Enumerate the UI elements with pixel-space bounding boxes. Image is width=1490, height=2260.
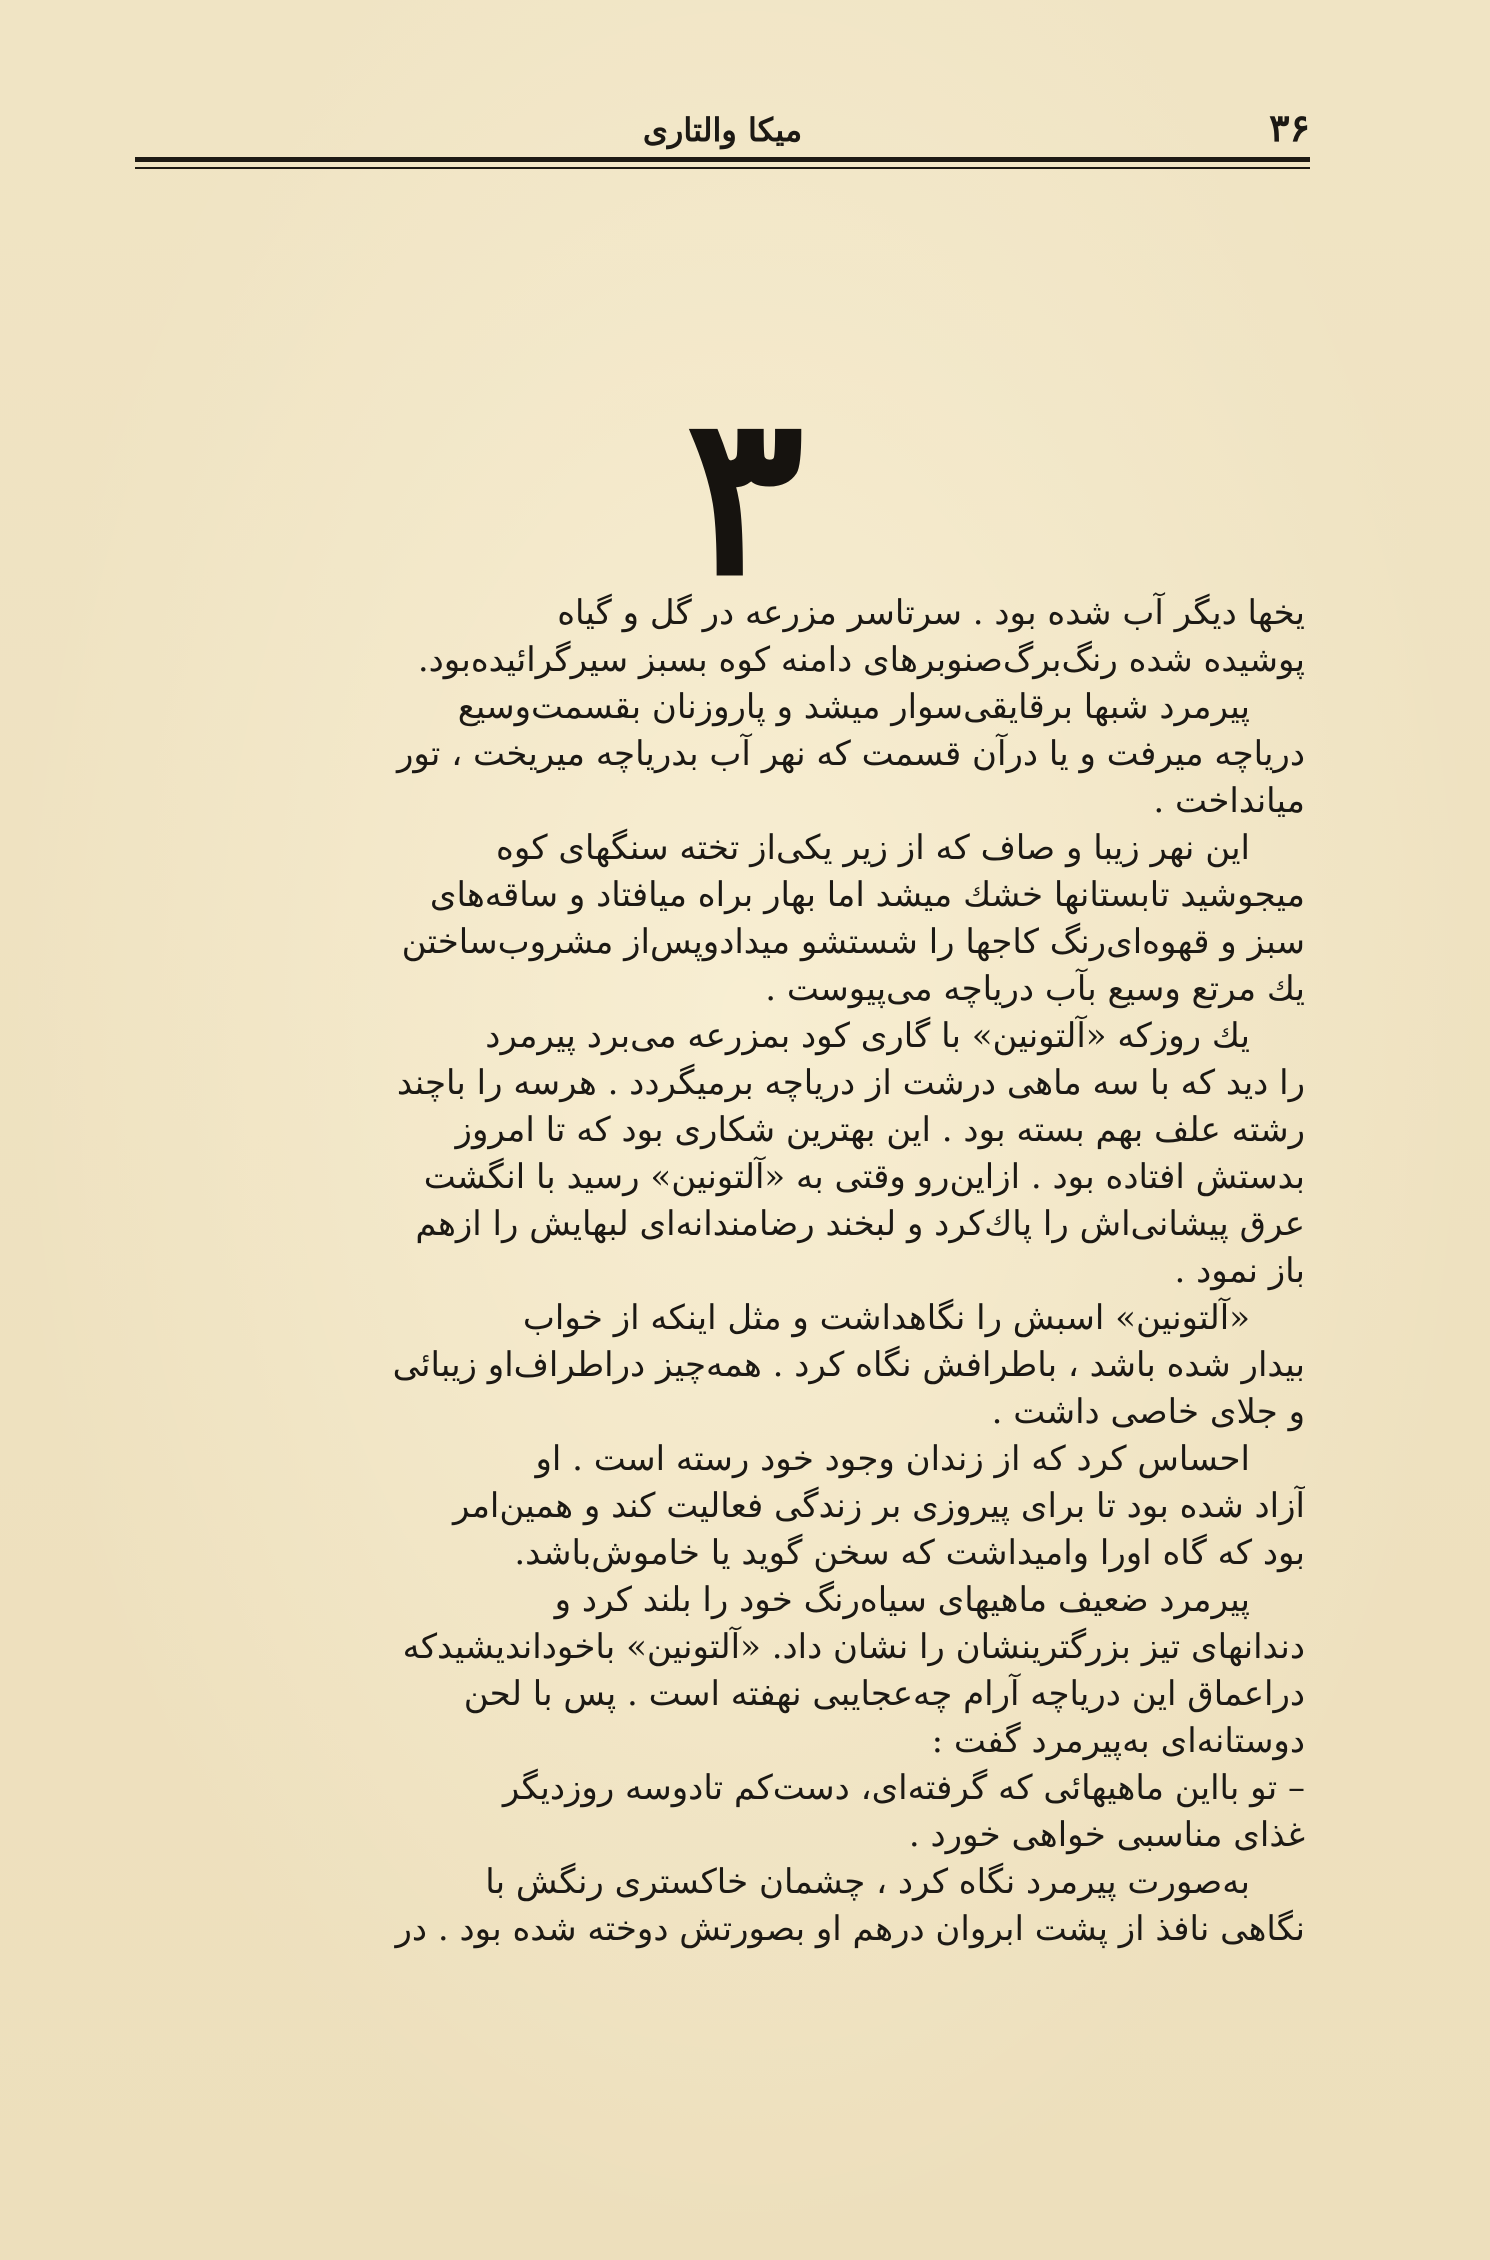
text-line: دندانهای تیز بزرگترینشان را نشان داد. «آلتونین» باخوداندیشیدکه bbox=[402, 1627, 1305, 1667]
text-line: بیدار شده باشد ، باطرافش نگاه کرد . همه‌چیز دراطراف‌او زیبائی bbox=[392, 1345, 1305, 1385]
text-line: پیرمرد شبها برقایقی‌سوار میشد و پاروزنان بقسمت‌وسیع bbox=[457, 687, 1250, 727]
text-line: یك مرتع وسیع بآب دریاچه می‌پیوست . bbox=[765, 969, 1305, 1009]
text-line: میانداخت . bbox=[1153, 781, 1305, 821]
text-line: نگاهی نافذ از پشت ابروان درهم او بصورتش دوخته شده بود . در bbox=[395, 1909, 1305, 1949]
text-line: و جلای خاصی داشت . bbox=[991, 1392, 1305, 1432]
text-line: باز نمود . bbox=[1174, 1251, 1305, 1291]
text-line: دراعماق این دریاچه آرام چه‌عجایبی نهفته است . پس با لحن bbox=[463, 1674, 1305, 1714]
text-line: غذای مناسبی خواهی خورد . bbox=[908, 1815, 1305, 1855]
text-line: رشته علف بهم بسته بود . این بهترین شکاری بود که تا امروز bbox=[455, 1110, 1305, 1150]
header-rule-thin bbox=[135, 167, 1310, 169]
text-line: دوستانه‌ای به‌پیرمرد گفت : bbox=[931, 1721, 1305, 1761]
text-line: یخها دیگر آب شده بود . سرتاسر مزرعه در گل و گیاه bbox=[557, 593, 1305, 633]
text-line: پیرمرد ضعیف ماهیهای سیاه‌رنگ خود را بلند کرد و bbox=[554, 1580, 1250, 1620]
text-line: «آلتونین» اسبش را نگاهداشت و مثل اینکه از خواب bbox=[522, 1298, 1250, 1338]
text-line: را دید که با سه ماهی درشت از دریاچه برمیگردد . هرسه را باچند bbox=[396, 1063, 1305, 1103]
text-line: سبز و قهوه‌ای‌رنگ کاجها را شستشو میدادوپس‌از مشروب‌ساختن bbox=[401, 922, 1305, 962]
header-rule-thick bbox=[135, 157, 1310, 162]
text-line: میجوشید تابستانها خشك میشد اما بهار براه میافتاد و ساقه‌های bbox=[429, 875, 1305, 915]
text-line: به‌صورت پیرمرد نگاه کرد ، چشمان خاکستری رنگش با bbox=[485, 1862, 1250, 1902]
text-line: این نهر زیبا و صاف که از زیر یکی‌از تخته سنگهای کوه bbox=[496, 828, 1250, 868]
text-line: عرق پیشانی‌اش را پاك‌کرد و لبخند رضامندانه‌ای لبهایش را ازهم bbox=[415, 1204, 1305, 1244]
running-header bbox=[135, 100, 1310, 160]
text-line: آزاد شده بود تا برای پیروزی بر زندگی فعالیت کند و همین‌امر bbox=[452, 1486, 1305, 1526]
page-number: ۳۶ bbox=[1269, 105, 1310, 150]
text-line: – تو بااین ماهیهائی که گرفته‌ای، دست‌کم تادوسه روزدیگر bbox=[502, 1768, 1305, 1808]
text-line: بود که گاه اورا وامیداشت که سخن گوید یا خاموش‌باشد. bbox=[514, 1533, 1305, 1573]
text-line: احساس کرد که از زندان وجود خود رسته است . او bbox=[535, 1439, 1250, 1479]
body-text bbox=[115, 590, 1305, 1953]
text-line: دریاچه میرفت و یا درآن قسمت که نهر آب بدریاچه میریخت ، تور bbox=[396, 734, 1305, 774]
text-line: یك روزکه «آلتونین» با گاری کود بمزرعه می‌برد پیرمرد bbox=[485, 1016, 1250, 1056]
text-line: بدستش افتاده بود . ازاین‌رو وقتی به «آلتونین» رسید با انگشت bbox=[423, 1157, 1305, 1197]
text-line: پوشیده شده رنگ‌برگ‌صنوبرهای دامنه کوه بسبز سیرگرائیده‌بود. bbox=[417, 640, 1305, 680]
book-title: میکا والتاری bbox=[642, 111, 803, 149]
chapter-number: ۳ bbox=[685, 365, 805, 624]
